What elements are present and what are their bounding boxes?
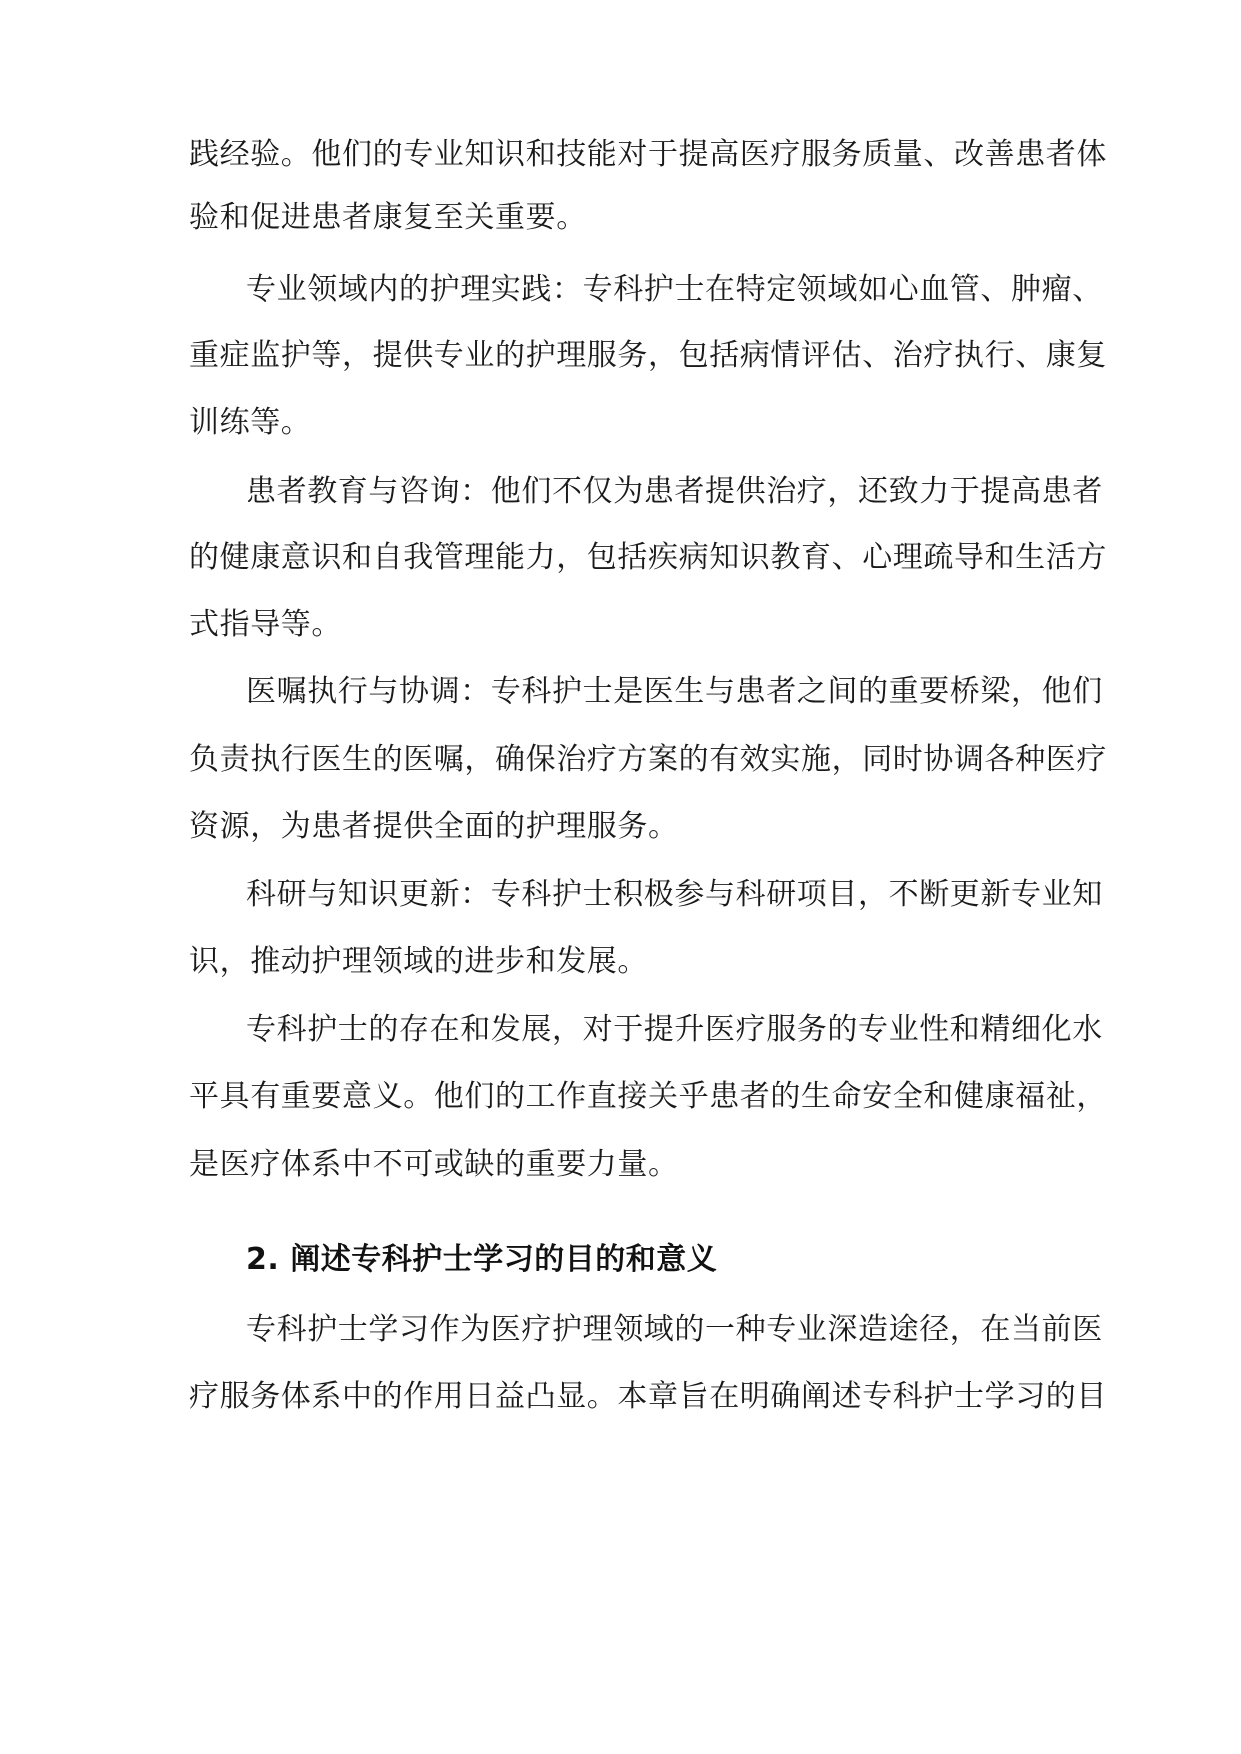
paragraph-1-line-1: 践经验。他们的专业知识和技能对于提高医疗服务质量、改善患者体 — [189, 137, 1107, 172]
paragraph-2-line-1: 专业领域内的护理实践：专科护士在特定领域如心血管、肿瘤、 — [246, 272, 1103, 307]
paragraph-4-line-1: 医嘱执行与协调：专科护士是医生与患者之间的重要桥梁，他们 — [246, 674, 1103, 709]
paragraph-5-line-1: 科研与知识更新：专科护士积极参与科研项目，不断更新专业知 — [246, 877, 1103, 912]
paragraph-3-line-3: 式指导等。 — [189, 607, 342, 642]
paragraph-4-line-2: 负责执行医生的医嘱，确保治疗方案的有效实施，同时协调各种医疗 — [189, 742, 1107, 777]
paragraph-4-line-3: 资源，为患者提供全面的护理服务。 — [189, 809, 679, 844]
section-heading: 2. 阐述专科护士学习的目的和意义 — [246, 1242, 718, 1277]
paragraph-6-line-3: 是医疗体系中不可或缺的重要力量。 — [189, 1147, 679, 1182]
section-paragraph-line-1: 专科护士学习作为医疗护理领域的一种专业深造途径，在当前医 — [246, 1312, 1103, 1347]
paragraph-3-line-2: 的健康意识和自我管理能力，包括疾病知识教育、心理疏导和生活方 — [189, 540, 1107, 575]
paragraph-6-line-2: 平具有重要意义。他们的工作直接关乎患者的生命安全和健康福祉， — [189, 1079, 1107, 1114]
paragraph-6-line-1: 专科护士的存在和发展，对于提升医疗服务的专业性和精细化水 — [246, 1012, 1103, 1047]
section-paragraph-line-2: 疗服务体系中的作用日益凸显。本章旨在明确阐述专科护士学习的目 — [189, 1379, 1107, 1414]
paragraph-3-line-1: 患者教育与咨询：他们不仅为患者提供治疗，还致力于提高患者 — [246, 474, 1103, 509]
paragraph-2-line-2: 重症监护等，提供专业的护理服务，包括病情评估、治疗执行、康复 — [189, 338, 1107, 373]
paragraph-1-line-2: 验和促进患者康复至关重要。 — [189, 200, 587, 235]
paragraph-2-line-3: 训练等。 — [189, 405, 312, 440]
paragraph-5-line-2: 识，推动护理领域的进步和发展。 — [189, 944, 648, 979]
